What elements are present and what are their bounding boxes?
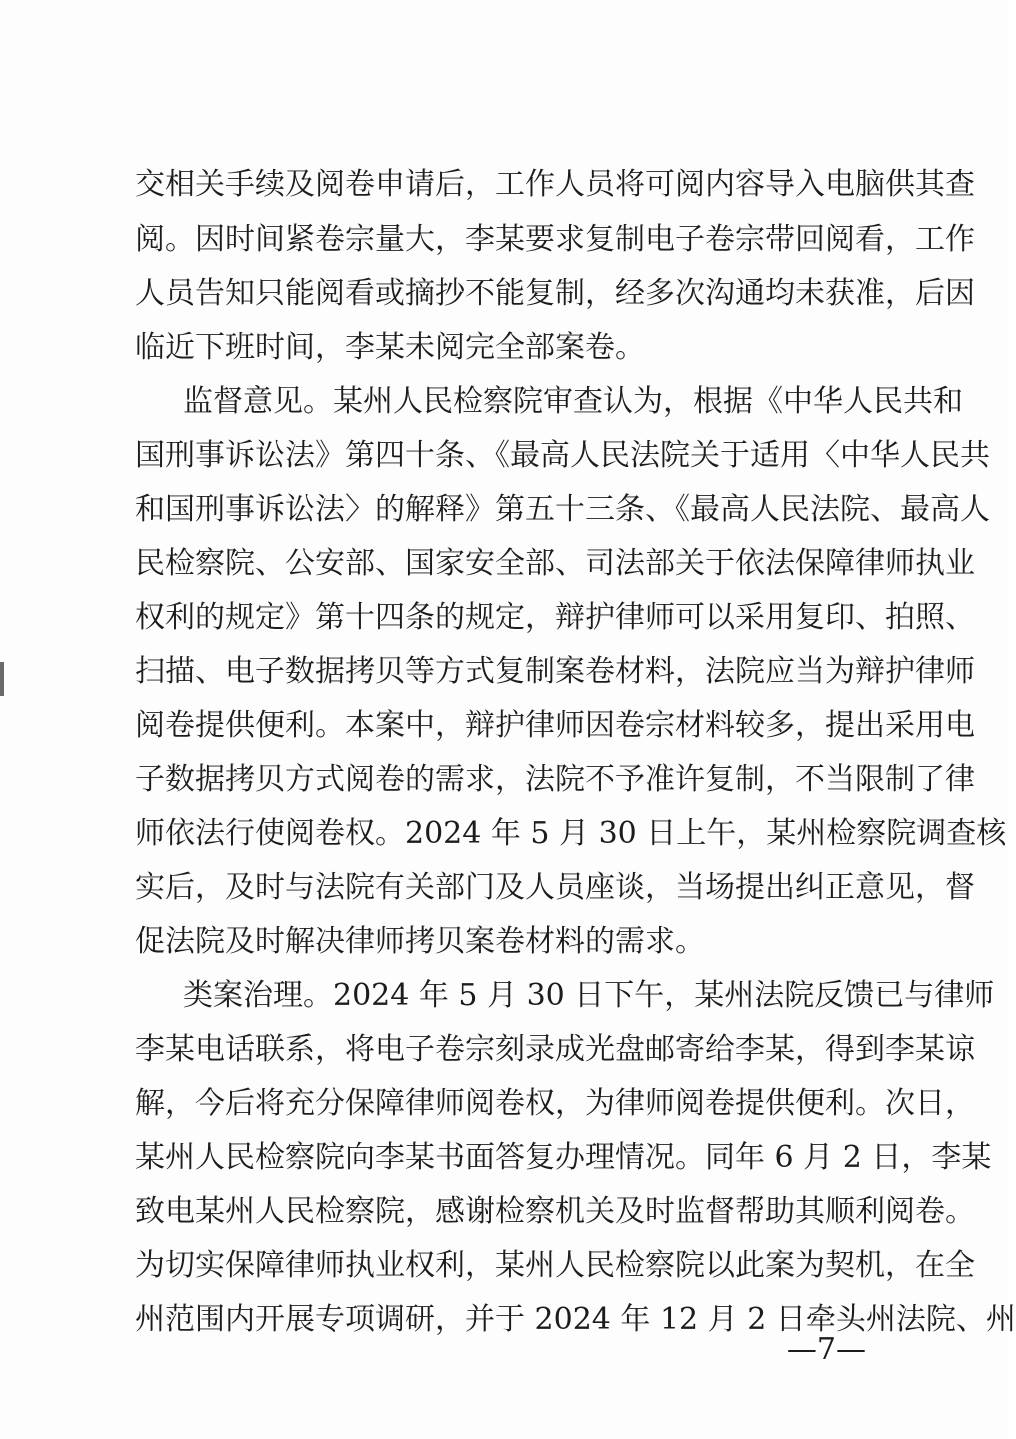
text-line: 促法院及时解决律师拷贝案卷材料的需求。 bbox=[135, 924, 705, 959]
text-line: 国刑事诉讼法》第四十条、《最高人民法院关于适用〈中华人民共 bbox=[135, 438, 990, 473]
text-line: 州范围内开展专项调研，并于 2024 年 12 月 2 日牵头州法院、州 bbox=[135, 1302, 1016, 1337]
text-line: 交相关手续及阅卷申请后，工作人员将可阅内容导入电脑供其查 bbox=[135, 167, 975, 202]
scan-edge-mark bbox=[0, 662, 4, 696]
text-line: 权利的规定》第十四条的规定，辩护律师可以采用复印、拍照、 bbox=[135, 600, 975, 635]
text-line: 致电某州人民检察院，感谢检察机关及时监督帮助其顺利阅卷。 bbox=[135, 1194, 975, 1229]
text-line: 阅卷提供便利。本案中，辩护律师因卷宗材料较多，提出采用电 bbox=[135, 708, 975, 743]
text-line: 某州人民检察院向李某书面答复办理情况。同年 6 月 2 日，李某 bbox=[135, 1140, 992, 1175]
text-line: 和国刑事诉讼法〉的解释》第五十三条、《最高人民法院、最高人 bbox=[135, 492, 990, 527]
paragraph-heading-line: 类案治理。2024 年 5 月 30 日下午，某州法院反馈已与律师 bbox=[183, 978, 995, 1013]
text-line: 民检察院、公安部、国家安全部、司法部关于依法保障律师执业 bbox=[135, 546, 975, 581]
text-line: 子数据拷贝方式阅卷的需求，法院不予准许复制，不当限制了律 bbox=[135, 762, 975, 797]
text-line: 实后，及时与法院有关部门及人员座谈，当场提出纠正意见，督 bbox=[135, 870, 975, 905]
text-line: 师依法行使阅卷权。2024 年 5 月 30 日上午，某州检察院调查核 bbox=[135, 816, 1007, 851]
text-line: 临近下班时间，李某未阅完全部案卷。 bbox=[135, 330, 645, 365]
text-line: 为切实保障律师执业权利，某州人民检察院以此案为契机，在全 bbox=[135, 1248, 975, 1283]
text-line: 扫描、电子数据拷贝等方式复制案卷材料，法院应当为辩护律师 bbox=[135, 654, 975, 689]
text-line: 解，今后将充分保障律师阅卷权，为律师阅卷提供便利。次日， bbox=[135, 1086, 975, 1121]
page-number: —7— bbox=[786, 1332, 866, 1367]
text-line: 李某电话联系，将电子卷宗刻录成光盘邮寄给李某，得到李某谅 bbox=[135, 1032, 975, 1067]
text-line: 人员告知只能阅看或摘抄不能复制，经多次沟通均未获准，后因 bbox=[135, 276, 975, 311]
paragraph-heading-line: 监督意见。某州人民检察院审查认为，根据《中华人民共和 bbox=[183, 384, 963, 419]
text-line: 阅。因时间紧卷宗量大，李某要求复制电子卷宗带回阅看，工作 bbox=[135, 222, 975, 257]
